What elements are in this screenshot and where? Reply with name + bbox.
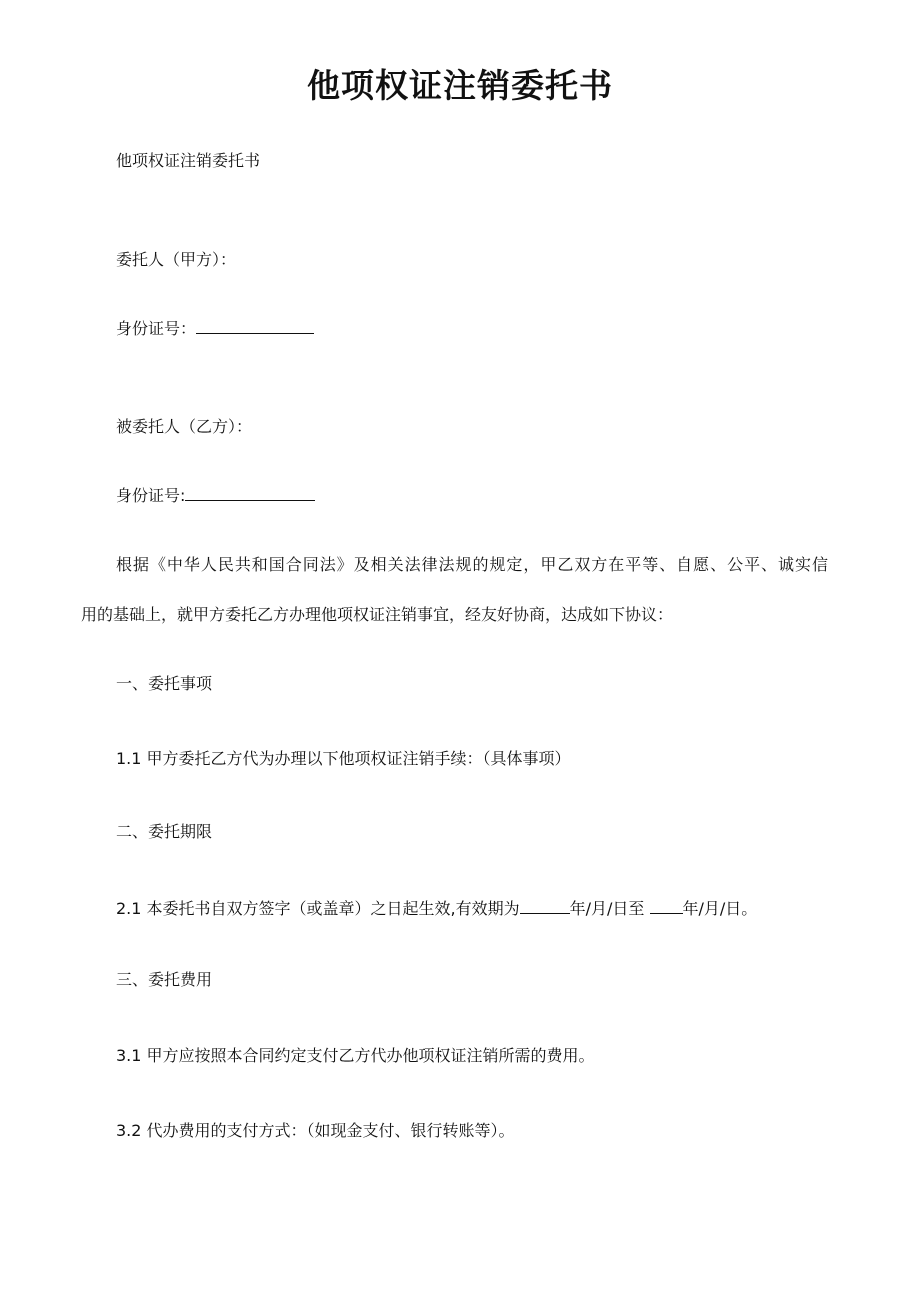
principal-id-row <box>116 318 314 340</box>
agent-id-blank[interactable] <box>185 486 315 501</box>
principal-label: 委托人（甲方）： <box>116 250 237 269</box>
section-2-heading: 二、委托期限 <box>116 822 213 841</box>
item-2-1-prefix: 2.1 本委托书自双方签字（或盖章）之日起生效,有效期为 <box>116 899 520 918</box>
agent-label: 被委托人（乙方）： <box>116 417 253 436</box>
document-subtitle: 他项权证注销委托书 <box>116 151 261 170</box>
principal-id-label: 身份证号： <box>116 319 197 338</box>
validity-end-year-blank[interactable] <box>650 899 683 914</box>
item-2-1-suffix: 年/月/日。 <box>682 899 758 918</box>
item-2-1 <box>116 898 757 920</box>
section-1-heading: 一、委托事项 <box>116 674 213 693</box>
item-3-2: 3.2 代办费用的支付方式：（如现金支付、银行转账等）。 <box>116 1121 515 1140</box>
item-3-1: 3.1 甲方应按照本合同约定支付乙方代办他项权证注销所需的费用。 <box>116 1046 595 1065</box>
section-3-heading: 三、委托费用 <box>116 970 213 989</box>
agent-id-row <box>116 485 315 507</box>
item-1-1: 1.1 甲方委托乙方代为办理以下他项权证注销手续：（具体事项） <box>116 749 571 768</box>
document-title: 他项权证注销委托书 <box>307 66 613 105</box>
preamble-line-2: 用的基础上，就甲方委托乙方办理他项权证注销事宜，经友好协商，达成如下协议： <box>81 605 674 624</box>
principal-id-blank[interactable] <box>196 319 314 334</box>
validity-start-year-blank[interactable] <box>520 899 570 914</box>
item-2-1-mid: 年/月/日至 <box>569 899 645 918</box>
preamble-line-1: 根据《中华人民共和国合同法》及相关法律法规的规定，甲乙双方在平等、自愿、公平、诚实信 <box>116 555 828 574</box>
agent-id-label: 身份证号: <box>116 486 186 505</box>
